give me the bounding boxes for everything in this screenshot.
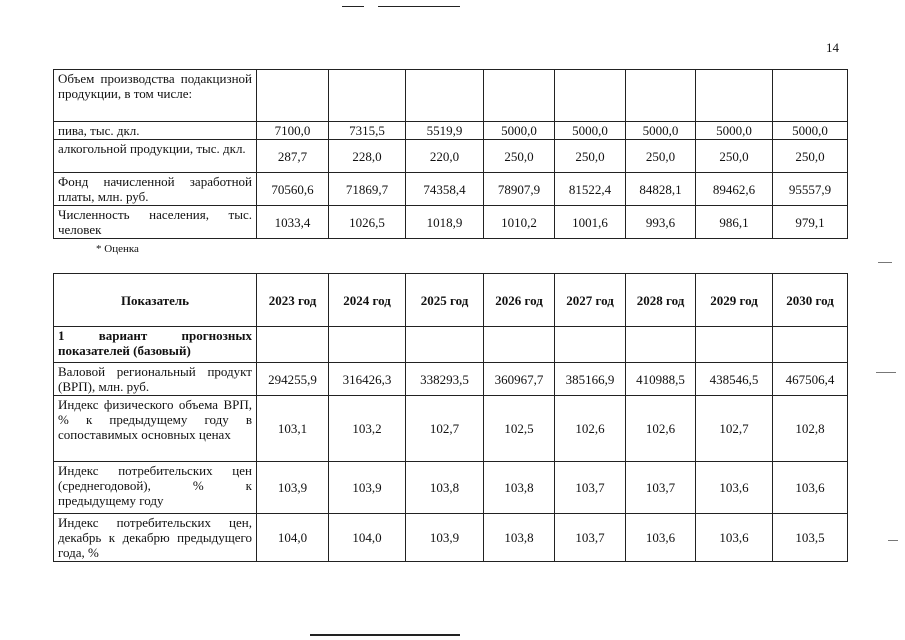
cell-value: 1001,6 xyxy=(555,206,626,239)
table-row xyxy=(54,396,848,462)
header-year: 2029 год xyxy=(696,274,773,327)
cell-value: 250,0 xyxy=(555,140,626,173)
cell-value: 5519,9 xyxy=(406,122,484,140)
cell-value xyxy=(626,70,696,122)
cell-value: 104,0 xyxy=(257,514,329,562)
cell-value: 5000,0 xyxy=(696,122,773,140)
cell-value: 103,5 xyxy=(773,514,848,562)
scan-mark-right-c xyxy=(888,540,898,541)
cell-value: 70560,6 xyxy=(257,173,329,206)
cell-value xyxy=(555,327,626,363)
cell-value: 250,0 xyxy=(696,140,773,173)
cell-value: 294255,9 xyxy=(257,363,329,396)
cell-value: 1018,9 xyxy=(406,206,484,239)
cell-value xyxy=(257,70,329,122)
cell-value: 7100,0 xyxy=(257,122,329,140)
cell-value: 103,9 xyxy=(329,462,406,514)
row-label: Валовой региональный продукт (ВРП), млн. руб. xyxy=(54,363,257,396)
row-label: Индекс потребительских цен (среднегодовой), % к предыдущему году xyxy=(54,462,257,514)
scan-artifact-bottom xyxy=(310,634,460,636)
header-indicator: Показатель xyxy=(54,274,257,327)
cell-value: 103,6 xyxy=(696,514,773,562)
cell-value: 103,9 xyxy=(406,514,484,562)
cell-value xyxy=(626,327,696,363)
cell-value: 103,9 xyxy=(257,462,329,514)
scan-mark-right-a xyxy=(878,262,892,263)
row-label: 1 вариант прогнозных показателей (базовый) xyxy=(54,327,257,363)
footnote: * Оценка xyxy=(96,243,139,255)
header-year: 2025 год xyxy=(406,274,484,327)
table-row xyxy=(54,70,848,122)
cell-value: 103,6 xyxy=(696,462,773,514)
cell-value: 5000,0 xyxy=(555,122,626,140)
cell-value: 1033,4 xyxy=(257,206,329,239)
cell-value: 250,0 xyxy=(484,140,555,173)
cell-value: 250,0 xyxy=(626,140,696,173)
scan-artifact-top-b xyxy=(378,6,460,7)
cell-value xyxy=(773,70,848,122)
cell-value xyxy=(257,327,329,363)
cell-value: 78907,9 xyxy=(484,173,555,206)
cell-value: 7315,5 xyxy=(329,122,406,140)
table-row xyxy=(54,514,848,562)
cell-value: 84828,1 xyxy=(626,173,696,206)
cell-value: 102,5 xyxy=(484,396,555,462)
cell-value: 81522,4 xyxy=(555,173,626,206)
row-label: Фонд начисленной заработной платы, млн. руб. xyxy=(54,173,257,206)
cell-value: 338293,5 xyxy=(406,363,484,396)
cell-value: 1026,5 xyxy=(329,206,406,239)
cell-value: 71869,7 xyxy=(329,173,406,206)
cell-value: 410988,5 xyxy=(626,363,696,396)
cell-value: 438546,5 xyxy=(696,363,773,396)
cell-value: 103,6 xyxy=(626,514,696,562)
cell-value: 102,6 xyxy=(626,396,696,462)
cell-value: 1010,2 xyxy=(484,206,555,239)
cell-value xyxy=(696,327,773,363)
cell-value: 250,0 xyxy=(773,140,848,173)
table-header-row xyxy=(54,274,848,327)
cell-value: 385166,9 xyxy=(555,363,626,396)
cell-value xyxy=(773,327,848,363)
row-label: алкогольной продукции, тыс. дкл. xyxy=(54,140,257,173)
cell-value: 102,7 xyxy=(696,396,773,462)
header-year: 2023 год xyxy=(257,274,329,327)
table-row xyxy=(54,140,848,173)
table-row xyxy=(54,173,848,206)
cell-value: 103,8 xyxy=(406,462,484,514)
cell-value: 5000,0 xyxy=(773,122,848,140)
cell-value xyxy=(555,70,626,122)
cell-value: 467506,4 xyxy=(773,363,848,396)
table-top xyxy=(53,69,848,239)
cell-value: 103,7 xyxy=(555,514,626,562)
header-year: 2024 год xyxy=(329,274,406,327)
cell-value: 103,8 xyxy=(484,462,555,514)
cell-value: 102,8 xyxy=(773,396,848,462)
table-bottom xyxy=(53,273,848,562)
cell-value: 103,6 xyxy=(773,462,848,514)
cell-value: 102,7 xyxy=(406,396,484,462)
cell-value: 360967,7 xyxy=(484,363,555,396)
cell-value: 228,0 xyxy=(329,140,406,173)
table-row xyxy=(54,206,848,239)
table-row xyxy=(54,462,848,514)
cell-value: 103,7 xyxy=(555,462,626,514)
cell-value: 102,6 xyxy=(555,396,626,462)
cell-value: 103,7 xyxy=(626,462,696,514)
cell-value: 103,8 xyxy=(484,514,555,562)
cell-value: 993,6 xyxy=(626,206,696,239)
cell-value xyxy=(484,327,555,363)
cell-value: 103,1 xyxy=(257,396,329,462)
table-row xyxy=(54,122,848,140)
cell-value: 5000,0 xyxy=(626,122,696,140)
table-row xyxy=(54,363,848,396)
header-year: 2028 год xyxy=(626,274,696,327)
row-label: Численность населения, тыс. человек xyxy=(54,206,257,239)
row-label: Индекс потребительских цен, декабрь к декабрю предыдущего года, % xyxy=(54,514,257,562)
cell-value: 74358,4 xyxy=(406,173,484,206)
header-year: 2027 год xyxy=(555,274,626,327)
cell-value: 986,1 xyxy=(696,206,773,239)
cell-value: 89462,6 xyxy=(696,173,773,206)
cell-value xyxy=(329,70,406,122)
header-year: 2026 год xyxy=(484,274,555,327)
scan-artifact-top-a xyxy=(342,6,364,7)
cell-value: 5000,0 xyxy=(484,122,555,140)
cell-value xyxy=(329,327,406,363)
cell-value xyxy=(406,70,484,122)
row-label: Объем производства подакцизной продукции, в том числе: xyxy=(54,70,257,122)
cell-value xyxy=(484,70,555,122)
cell-value: 287,7 xyxy=(257,140,329,173)
cell-value: 220,0 xyxy=(406,140,484,173)
cell-value: 316426,3 xyxy=(329,363,406,396)
page-number: 14 xyxy=(826,40,839,55)
header-year: 2030 год xyxy=(773,274,848,327)
table-row xyxy=(54,327,848,363)
cell-value: 95557,9 xyxy=(773,173,848,206)
scan-mark-right-b xyxy=(876,372,896,373)
row-label: Индекс физического объема ВРП, % к предыдущему году в сопоставимых основных ценах xyxy=(54,396,257,462)
cell-value: 103,2 xyxy=(329,396,406,462)
cell-value xyxy=(406,327,484,363)
cell-value: 104,0 xyxy=(329,514,406,562)
cell-value xyxy=(696,70,773,122)
cell-value: 979,1 xyxy=(773,206,848,239)
row-label: пива, тыс. дкл. xyxy=(54,122,257,140)
